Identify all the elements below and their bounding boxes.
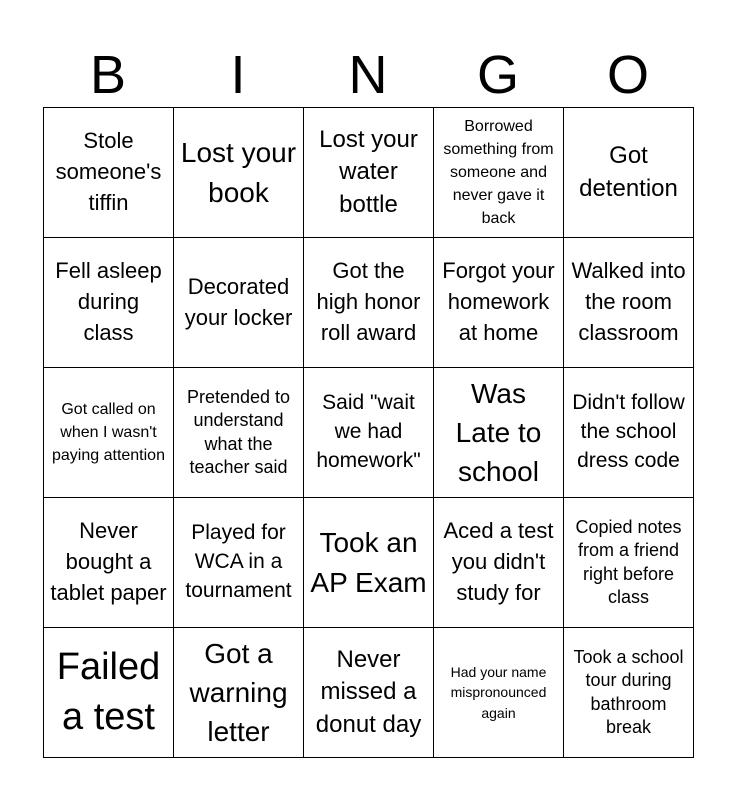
bingo-cell[interactable]: Decorated your locker (174, 238, 304, 368)
bingo-cell[interactable]: Said "wait we had homework" (304, 368, 434, 498)
bingo-cell[interactable]: Forgot your homework at home (434, 238, 564, 368)
bingo-cell[interactable]: Lost your book (174, 108, 304, 238)
bingo-cell[interactable]: Pretended to understand what the teacher said (174, 368, 304, 498)
bingo-cell[interactable]: Got detention (564, 108, 694, 238)
bingo-cell[interactable]: Fell asleep during class (44, 238, 174, 368)
bingo-header (43, 42, 693, 108)
bingo-cell[interactable]: Didn't follow the school dress code (564, 368, 694, 498)
bingo-cell[interactable]: Copied notes from a friend right before class (564, 498, 694, 628)
header-letter-b: B (89, 45, 127, 105)
bingo-cell[interactable]: Got a warning letter (174, 628, 304, 758)
bingo-cell[interactable]: Lost your water bottle (304, 108, 434, 238)
header-letter-i: I (230, 45, 246, 105)
bingo-cell[interactable]: Had your name mispronounced again (434, 628, 564, 758)
bingo-grid (43, 107, 694, 758)
bingo-cell[interactable]: Got called on when I wasn't paying attention (44, 368, 174, 498)
bingo-cell[interactable]: Stole someone's tiffin (44, 108, 174, 238)
bingo-cell[interactable]: Got the high honor roll award (304, 238, 434, 368)
bingo-cell[interactable]: Took an AP Exam (304, 498, 434, 628)
bingo-cell[interactable]: Took a school tour during bathroom break (564, 628, 694, 758)
bingo-cell[interactable]: Aced a test you didn't study for (434, 498, 564, 628)
bingo-cell[interactable]: Played for WCA in a tournament (174, 498, 304, 628)
bingo-cell[interactable]: Was Late to school (434, 368, 564, 498)
bingo-cell[interactable]: Never bought a tablet paper (44, 498, 174, 628)
bingo-cell[interactable]: Failed a test (44, 628, 174, 758)
bingo-cell[interactable]: Walked into the room classroom (564, 238, 694, 368)
header-letter-o: O (606, 45, 649, 105)
bingo-cell[interactable]: Borrowed something from someone and never gave it back (434, 108, 564, 238)
header-letter-g: G (476, 45, 519, 105)
bingo-cell[interactable]: Never missed a donut day (304, 628, 434, 758)
header-letter-n: N (348, 45, 388, 105)
